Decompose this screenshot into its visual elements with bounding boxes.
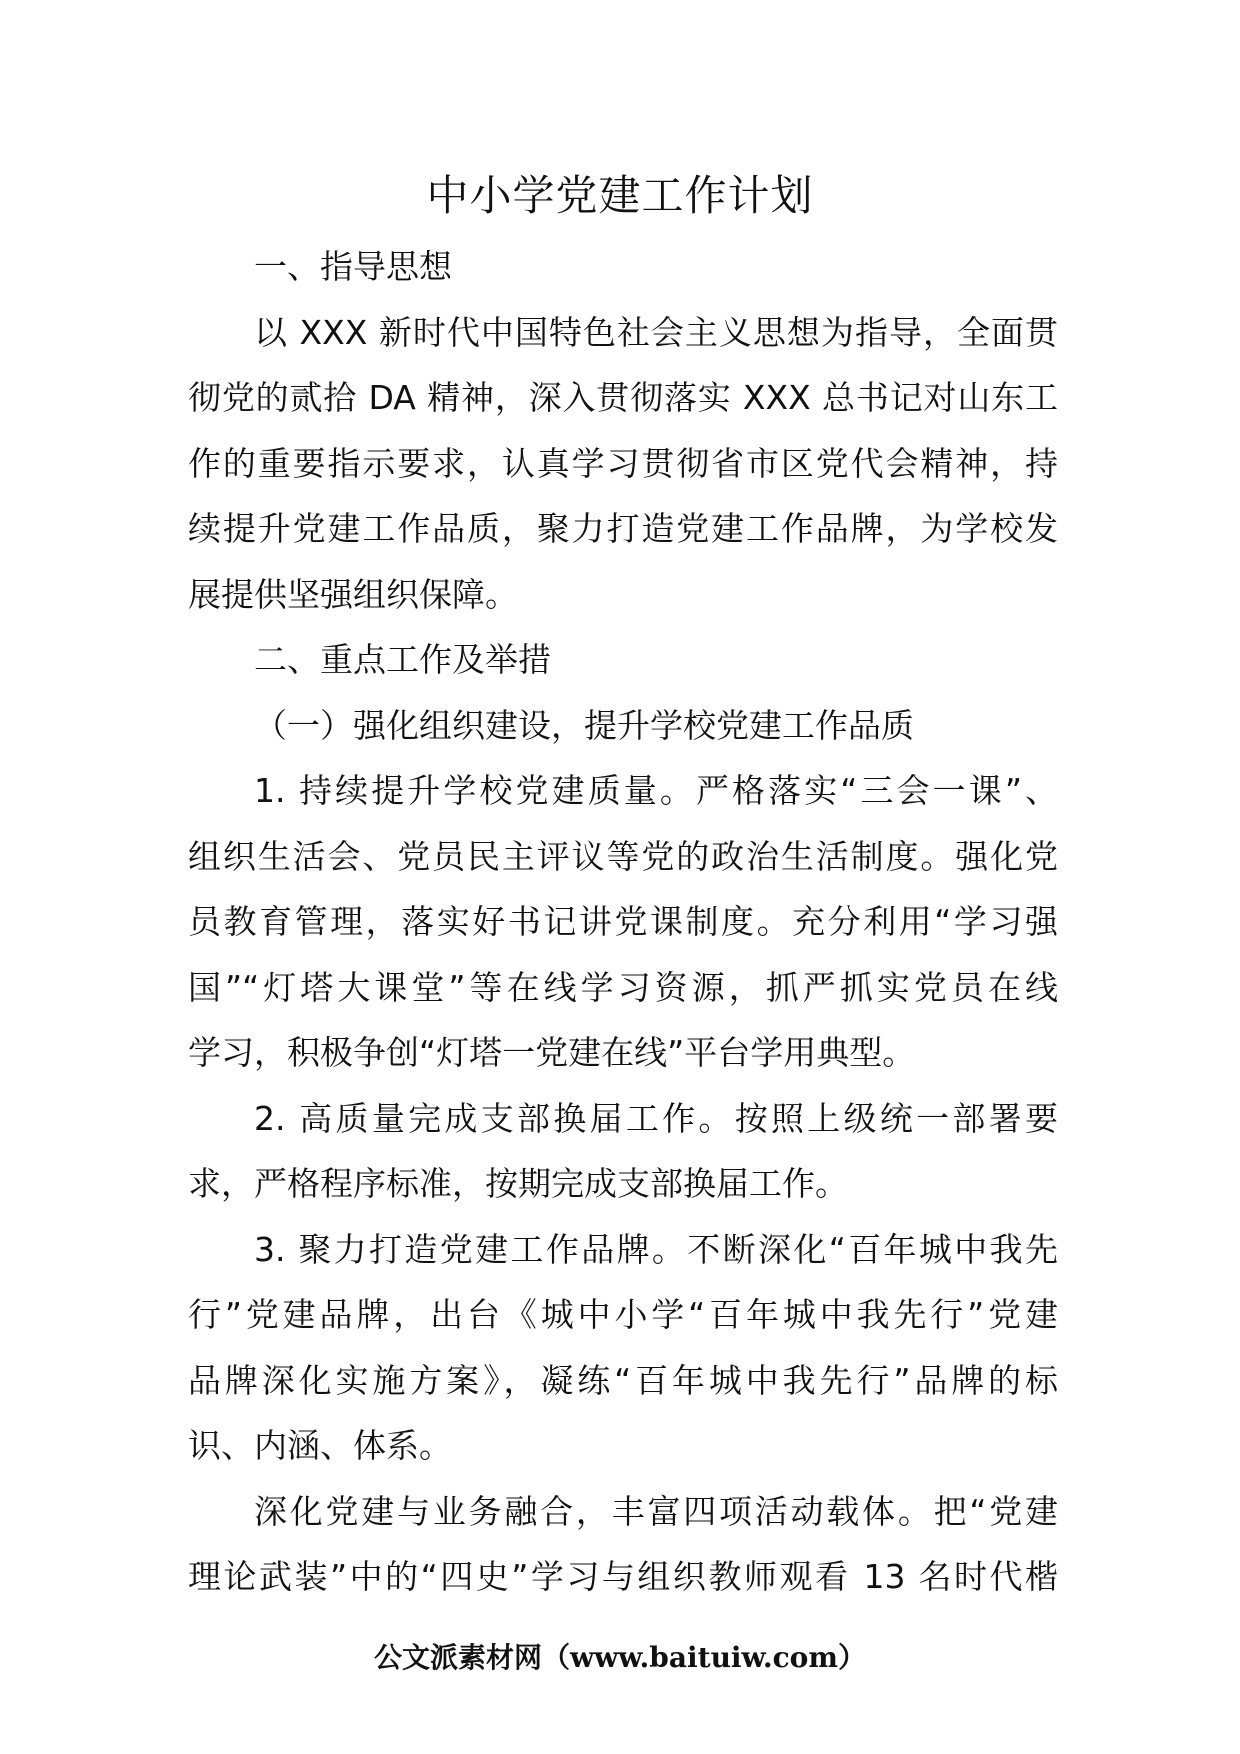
paragraph-line: 国”“灯塔大课堂”等在线学习资源，抓严抓实党员在线	[188, 967, 1058, 1007]
paragraph-line: 组织生活会、党员民主评议等党的政治生活制度。强化党	[188, 836, 1058, 876]
paragraph-line: 作的重要指示要求，认真学习贯彻省市区党代会精神，持	[188, 443, 1058, 483]
paragraph-line: 学习，积极争创“灯塔一党建在线”平台学用典型。	[188, 1033, 916, 1072]
paragraph-line: 深化党建与业务融合，丰富四项活动载体。把“党建	[254, 1491, 1058, 1531]
paragraph-line: 续提升党建工作品质，聚力打造党建工作品牌，为学校发	[188, 509, 1058, 548]
section-heading: 二、重点工作及举措	[254, 640, 551, 679]
document-body	[188, 234, 1058, 1610]
paragraph-line: 求，严格程序标准，按期完成支部换届工作。	[188, 1164, 848, 1203]
footer-watermark: 公文派素材网（www.baituiw.com）	[374, 1641, 866, 1674]
paragraph-line: 品牌深化实施方案》，凝练“百年城中我先行”品牌的标	[188, 1360, 1058, 1400]
paragraph-line: 理论武装”中的“四史”学习与组织教师观看 13 名时代楷	[188, 1557, 1058, 1596]
subsection-heading: （一）强化组织建设，提升学校党建工作品质	[254, 705, 914, 745]
document-title: 中小学党建工作计划	[426, 171, 814, 220]
paragraph-line: 1. 持续提升学校党建质量。严格落实“三会一课”、	[254, 771, 1058, 810]
paragraph-line: 行”党建品牌，出台《城中小学“百年城中我先行”党建	[188, 1295, 1058, 1334]
section-heading: 一、指导思想	[254, 247, 452, 286]
paragraph-line: 以 XXX 新时代中国特色社会主义思想为指导，全面贯	[254, 312, 1058, 352]
paragraph-line: 员教育管理，落实好书记讲党课制度。充分利用“学习强	[188, 902, 1058, 941]
paragraph-line: 彻党的贰拾 DA 精神，深入贯彻落实 XXX 总书记对山东工	[188, 378, 1058, 417]
paragraph-line: 识、内涵、体系。	[188, 1426, 452, 1465]
paragraph-line: 展提供坚强组织保障。	[188, 574, 518, 614]
paragraph-line: 3. 聚力打造党建工作品牌。不断深化“百年城中我先	[254, 1229, 1058, 1269]
paragraph-line: 2. 高质量完成支部换届工作。按照上级统一部署要	[254, 1098, 1058, 1138]
